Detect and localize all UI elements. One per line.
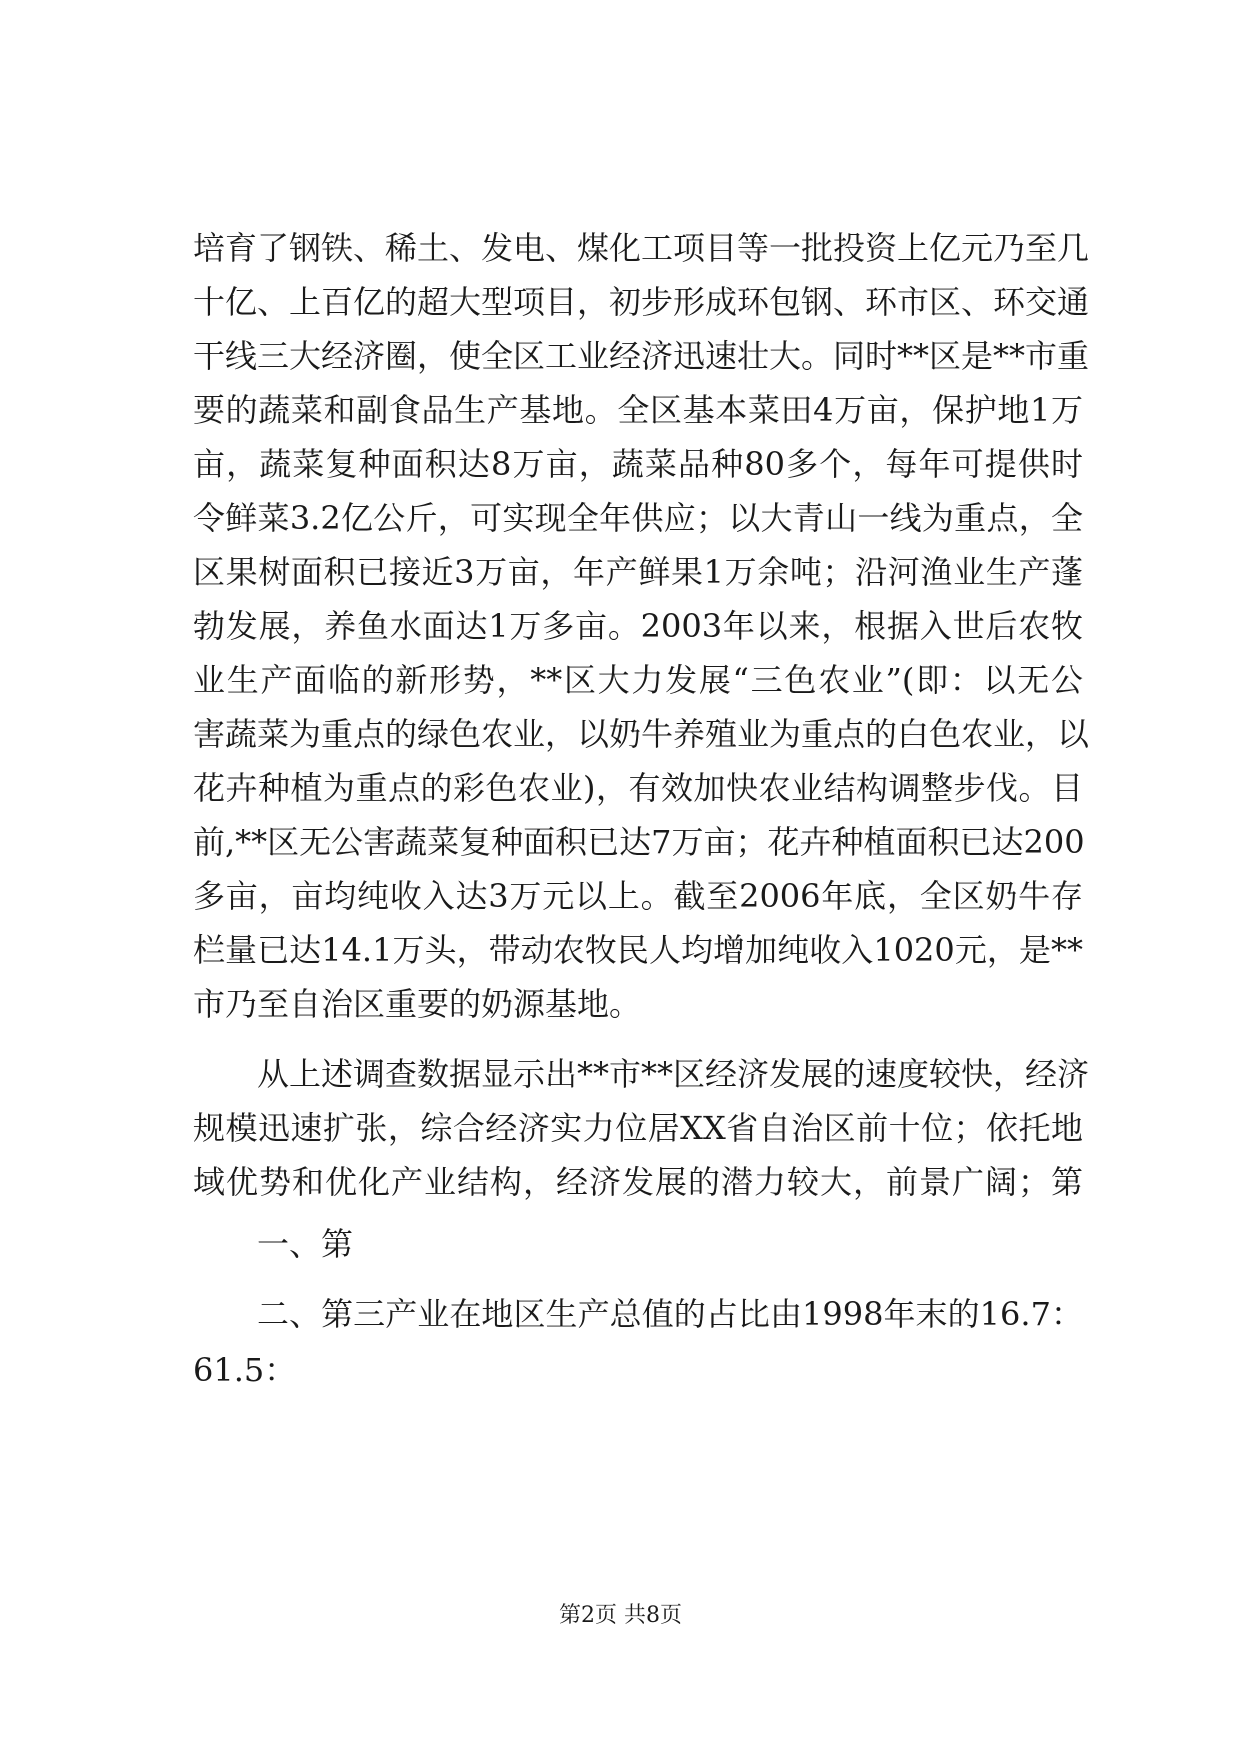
text-line: 规模迅速扩张，综合经济实力位居XX省自治区前十位；依托地 (193, 1109, 1083, 1147)
text-line: 培育了钢铁、稀土、发电、煤化工项目等一批投资上亿元乃至几 (193, 229, 1090, 267)
text-line: 亩，蔬菜复种面积达8万亩，蔬菜品种80多个，每年可提供时 (193, 445, 1083, 483)
text-line: 前,**区无公害蔬菜复种面积已达7万亩；花卉种植面积已达200 (193, 823, 1085, 861)
text-line: 从上述调查数据显示出**市**区经济发展的速度较快，经济 (257, 1055, 1090, 1093)
text-line: 业生产面临的新形势，**区大力发展“三色农业”(即：以无公 (193, 661, 1083, 699)
text-line: 要的蔬菜和副食品生产基地。全区基本菜田4万亩，保护地1万 (193, 391, 1083, 429)
text-line: 二、第三产业在地区生产总值的占比由1998年末的16.7： (257, 1295, 1083, 1333)
page-number: 第2页 共8页 (559, 1603, 682, 1628)
text-line: 十亿、上百亿的超大型项目，初步形成环包钢、环市区、环交通 (193, 283, 1090, 321)
text-line: 令鲜菜3.2亿公斤，可实现全年供应；以大青山一线为重点，全 (193, 499, 1083, 537)
text-line: 害蔬菜为重点的绿色农业，以奶牛养殖业为重点的白色农业，以 (193, 715, 1090, 753)
text-line: 域优势和优化产业结构，经济发展的潜力较大，前景广阔；第 (193, 1163, 1083, 1201)
text-line: 多亩，亩均纯收入达3万元以上。截至2006年底，全区奶牛存 (193, 877, 1083, 915)
text-line: 勃发展，养鱼水面达1万多亩。2003年以来，根据入世后农牧 (193, 607, 1083, 645)
text-line: 区果树面积已接近3万亩，年产鲜果1万余吨；沿河渔业生产蓬 (193, 553, 1083, 591)
text-line: 一、第 (257, 1225, 354, 1263)
text-line: 市乃至自治区重要的奶源基地。 (193, 985, 642, 1023)
text-line: 干线三大经济圈，使全区工业经济迅速壮大。同时**区是**市重 (193, 337, 1090, 375)
text-line: 花卉种植为重点的彩色农业)，有效加快农业结构调整步伐。目 (193, 769, 1083, 807)
text-line: 栏量已达14.1万头，带动农牧民人均增加纯收入1020元，是** (193, 931, 1083, 969)
text-line: 61.5： (193, 1351, 297, 1389)
